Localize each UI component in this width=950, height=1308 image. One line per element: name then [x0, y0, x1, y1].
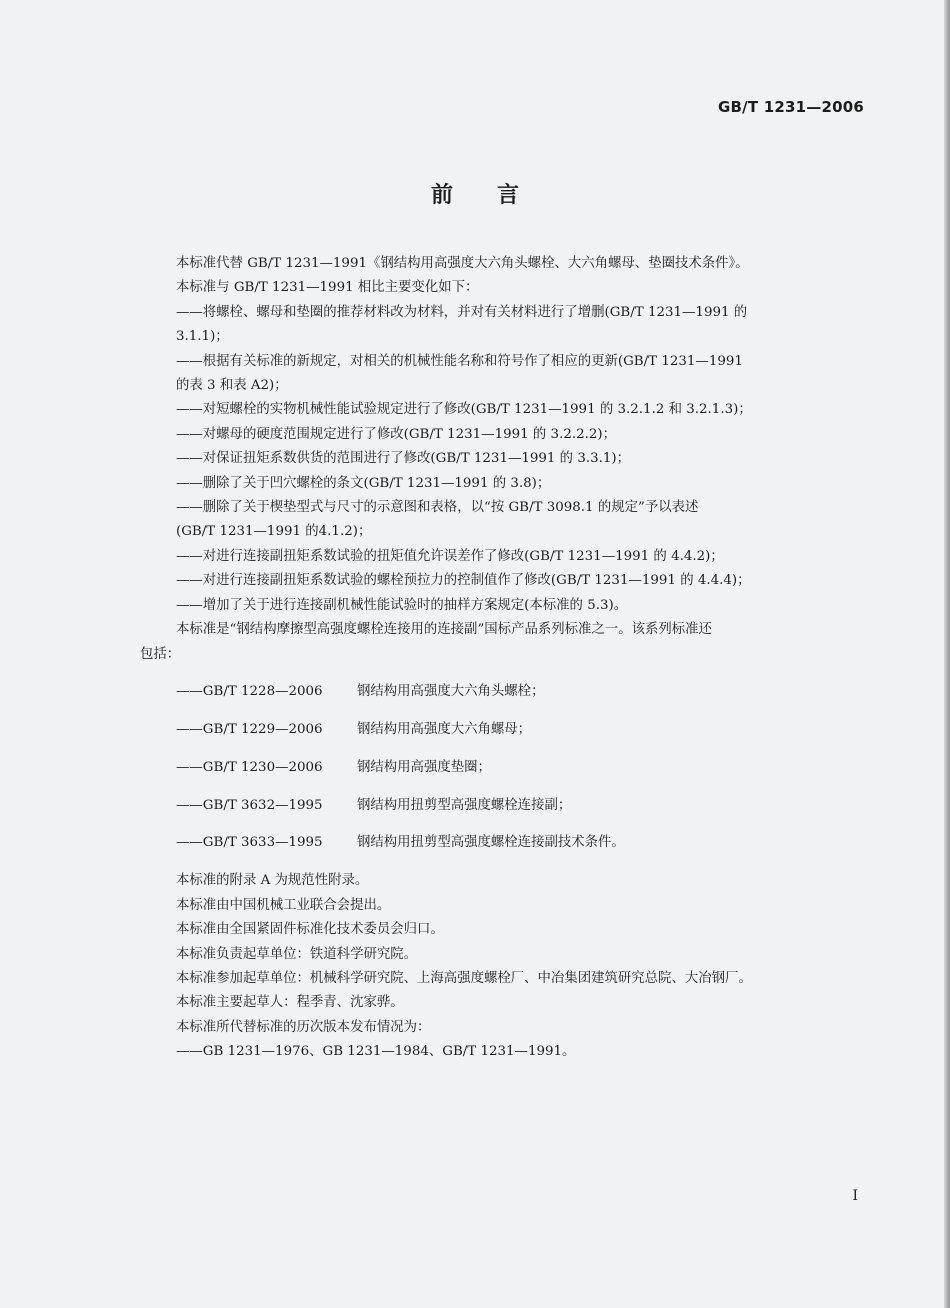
change-item-continued: 的表 3 和表 A2)；: [176, 378, 288, 394]
paragraph: 本标准参加起草单位：机械科学研究院、上海高强度螺栓厂、中冶集团建筑研究总院、大冶钢厂。: [176, 970, 752, 986]
paragraph: 本标准与 GB/T 1231—1991 相比主要变化如下：: [176, 280, 479, 296]
series-title: 钢结构用扭剪型高强度螺栓连接副；: [357, 797, 572, 813]
standard-number: GB/T 1231—2006: [718, 98, 864, 116]
series-title: 钢结构用高强度大六角螺母；: [357, 722, 532, 738]
paragraph: 本标准代替 GB/T 1231—1991《钢结构用高强度大六角头螺栓、大六角螺母、垫圈技术条件》。: [176, 256, 749, 271]
series-list-item: [146, 718, 864, 742]
series-code: ——GB/T 3632—1995: [176, 797, 323, 813]
series-title: 钢结构用高强度大六角头螺栓；: [357, 684, 545, 700]
paragraph: 本标准是“钢结构摩擦型高强度螺栓连接用的连接副”国标产品系列标准之一。该系列标准还: [176, 622, 712, 638]
series-title: 钢结构用高强度垫圈；: [357, 759, 491, 775]
paragraph: 本标准的附录 A 为规范性附录。: [176, 873, 369, 889]
series-list-item: [146, 794, 864, 818]
series-code: ——GB/T 3633—1995: [176, 835, 323, 851]
change-item: ——对螺母的硬度范围规定进行了修改(GB/T 1231—1991 的 3.2.2.2)；: [176, 426, 617, 442]
change-item-continued: 3.1.1)；: [176, 329, 229, 345]
change-item: ——删除了关于楔垫型式与尺寸的示意图和表格，以“按 GB/T 3098.1 的规定”予以表述: [176, 500, 699, 516]
series-list-item: [146, 680, 864, 704]
paragraph-continued: 包括：: [140, 646, 181, 662]
change-item: ——将螺栓、螺母和垫圈的推荐材料改为材料，并对有关材料进行了增删(GB/T 1231—1991 的: [176, 304, 748, 320]
series-list-item: [146, 756, 864, 780]
page-title: 前言: [430, 183, 563, 208]
change-item: ——增加了关于进行连接副机械性能试验时的抽样方案规定(本标准的 5.3)。: [176, 597, 628, 613]
document-body: [140, 252, 864, 1065]
change-item: ——删除了关于凹穴螺栓的条文(GB/T 1231—1991 的 3.8)；: [176, 475, 551, 491]
superseded-editions: ——GB 1231—1976、GB 1231—1984、GB/T 1231—1991。: [176, 1044, 576, 1060]
series-title: 钢结构用扭剪型高强度螺栓连接副技术条件。: [357, 835, 625, 851]
paragraph: 本标准由中国机械工业联合会提出。: [176, 897, 391, 913]
change-item-continued: (GB/T 1231—1991 的4.1.2)；: [176, 524, 372, 540]
paragraph: 本标准由全国紧固件标准化技术委员会归口。: [176, 922, 444, 938]
change-item: ——根据有关标准的新规定，对相关的机械性能名称和符号作了相应的更新(GB/T 1231—1991: [176, 353, 743, 369]
change-item: ——对保证扭矩系数供货的范围进行了修改(GB/T 1231—1991 的 3.3.1)；: [176, 451, 631, 467]
change-item: ——对进行连接副扭矩系数试验的扭矩值允许误差作了修改(GB/T 1231—1991 的 4.4.2)；: [176, 548, 724, 564]
series-code: ——GB/T 1230—2006: [176, 759, 323, 775]
page-number: I: [852, 1188, 858, 1204]
series-code: ——GB/T 1228—2006: [176, 684, 323, 700]
series-code: ——GB/T 1229—2006: [176, 722, 323, 738]
paragraph: 本标准负责起草单位：铁道科学研究院。: [176, 946, 418, 962]
series-standard-list: [146, 680, 864, 856]
change-item: ——对进行连接副扭矩系数试验的螺栓预拉力的控制值作了修改(GB/T 1231—1991 的 4.4.4)；: [176, 573, 751, 589]
series-list-item: [146, 831, 864, 855]
change-item: ——对短螺栓的实物机械性能试验规定进行了修改(GB/T 1231—1991 的 3.2.1.2 和 3.2.1.3)；: [176, 402, 752, 418]
paragraph: 本标准所代替标准的历次版本发布情况为：: [176, 1019, 431, 1035]
paragraph: 本标准主要起草人：程季青、沈家骅。: [176, 995, 404, 1011]
